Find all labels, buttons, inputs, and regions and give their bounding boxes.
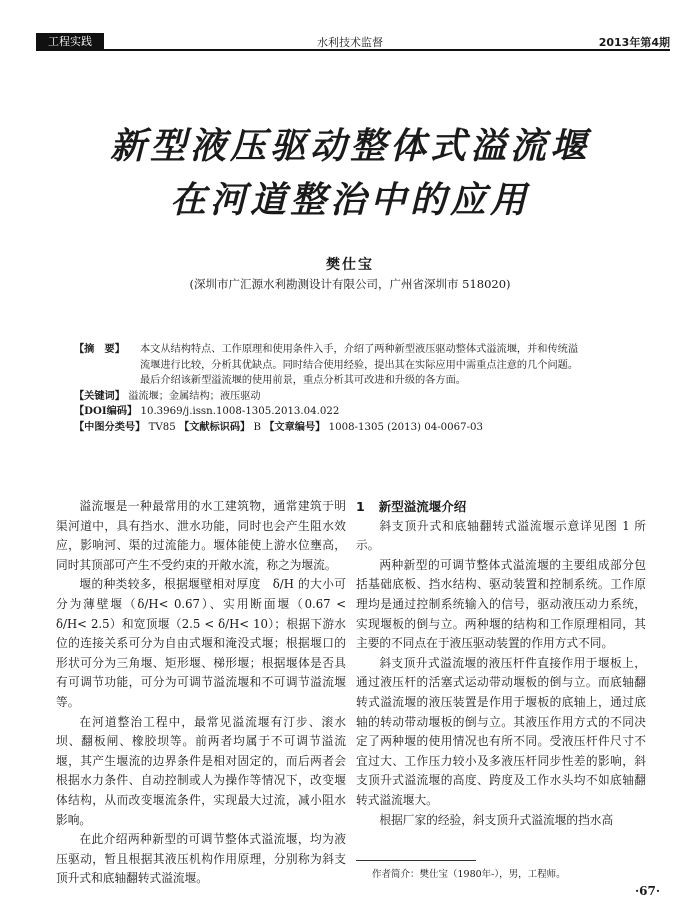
section-number: 1 [356, 499, 365, 514]
paragraph: 溢流堰是一种最常用的水工建筑物，通常建筑于明渠河道中，具有挡水、泄水功能，同时也会产生阻水效应，影响河、渠的过流能力。堰体能使上游水位壅高，同时其顶部可产生不受约束的开敞水流，称之为堰流。 [56, 499, 346, 572]
article-no-value: 1008-1305 (2013) 04-0067-03 [328, 421, 484, 433]
header-rule [36, 49, 670, 51]
journal-name: 水利技术监督 [317, 36, 383, 49]
paragraph: 在此介绍两种新型的可调节整体式溢流堰，均为液压驱动，暂且根据其液压机构作用原理，分别称为斜支顶升式和底轴翻转式溢流堰。 [56, 832, 346, 886]
author-name: 樊仕宝 [326, 257, 374, 273]
section-tag: 工程实践 [36, 33, 104, 50]
paragraph: 两种新型的可调节整体式溢流堰的主要组成部分包括基础底板、挡水结构、驱动装置和控制系统。工作原理均是通过控制系统输入的信号，驱动液压动力系统，实现堰板的倒与立。两种堰的结构和工作原理相同，其主要的不同点在于液压驱动装置的作用方式不同。 [356, 557, 646, 651]
title-line-1: 新型液压驱动整体式溢流堰 [109, 126, 590, 167]
keywords-label: 【关键词】 [74, 389, 125, 402]
paragraph: 斜支顶升式和底轴翻转式溢流堰示意详见图 1 所示。 [356, 518, 646, 553]
paragraph: 在河道整治工程中，最常见溢流堰有汀步、滚水坝、翻板闸、橡胶坝等。前两者均属于不可调节溢流堰，其产生堰流的边界条件是相对固定的，而后两者会根据水力条件、自动控制或人为操作等情况下，改变堰体结构，从而改变堰流条件，实现最大过流，减小阻水影响。 [56, 714, 346, 827]
classification-row [74, 420, 634, 436]
abstract [74, 342, 634, 435]
clc-label: 【中图分类号】 [74, 420, 146, 433]
keywords: 溢流堰；金属结构；液压驱动 [128, 390, 261, 402]
section-title: 新型溢流堰介绍 [378, 499, 467, 514]
paragraph: 斜支顶升式溢流堰的液压杆件直接作用于堰板上，通过液压杆的活塞式运动带动堰板的倒与立。而底轴翻转式溢流堰的液压装置是作用于堰板的底轴上，通过底轴的转动带动堰板的倒与立。其液压作用方式的不同决定了两种堰的使用情况也有所不同。受液压杆件尺寸不宜过大、工作压力较小及多液压杆同步性差的影响，斜支顶升式溢流堰的高度、跨度及工作水头均不如底轴翻转式溢流堰大。 [356, 655, 646, 807]
doi-value: 10.3969/j.issn.1008-1305.2013.04.022 [140, 406, 340, 417]
footnote-rule [356, 860, 476, 861]
author-affiliation: (深圳市广汇源水利勘测设计有限公司，广州省深圳市 518020) [189, 277, 511, 291]
doi-label: 【DOI编码】 [74, 405, 138, 417]
body-left-column [56, 497, 346, 889]
paragraph: 根据厂家的经验，斜支顶升式溢流堰的挡水高 [379, 812, 614, 827]
section-heading [356, 497, 646, 517]
doc-code-value: B [253, 421, 261, 433]
abstract-line: 流堰进行比较，分析其优缺点。同时结合使用经验，提出其在实际应用中需重点注意的几个问题。 [140, 359, 579, 371]
doc-code-label: 【文献标识码】 [178, 420, 251, 433]
keywords-row [74, 389, 634, 405]
body-right-column [356, 497, 646, 830]
abstract-line: 最后介绍该新型溢流堰的使用前景，重点分析其可改进和升级的各方面。 [140, 375, 466, 386]
article-no-label: 【文章编号】 [264, 420, 326, 433]
page-number: ·67· [634, 884, 660, 898]
abstract-line: 本文从结构特点、工作原理和使用条件入手，介绍了两种新型液压驱动整体式溢流堰，并和传统溢 [140, 344, 579, 355]
paragraph: 堰的种类较多，根据堰壁相对厚度 δ/H 的大小可分为薄壁堰（δ/H< 0.67）、实用断面堰（0.67 < δ/H< 2.5）和宽顶堰（2.5 < δ/H< 10）；根据下游水位的连接关系可分为自由式堰和淹没式堰；根据堰口的形状可分为三角堰、矩形堰、梯形堰；根据堰体是否具有可调节功能，可分为可调节溢流堰和不可调节溢流堰等。 [56, 577, 346, 709]
issue-label: 2013年第4期 [598, 36, 670, 49]
title-line-2: 在河道整治中的应用 [169, 180, 530, 221]
clc-value: TV85 [148, 421, 176, 433]
doi-row [74, 404, 634, 420]
author-footnote: 作者简介：樊仕宝（1980年-），男，工程师。 [372, 869, 566, 880]
abstract-label: 【摘 要】 [74, 343, 125, 355]
